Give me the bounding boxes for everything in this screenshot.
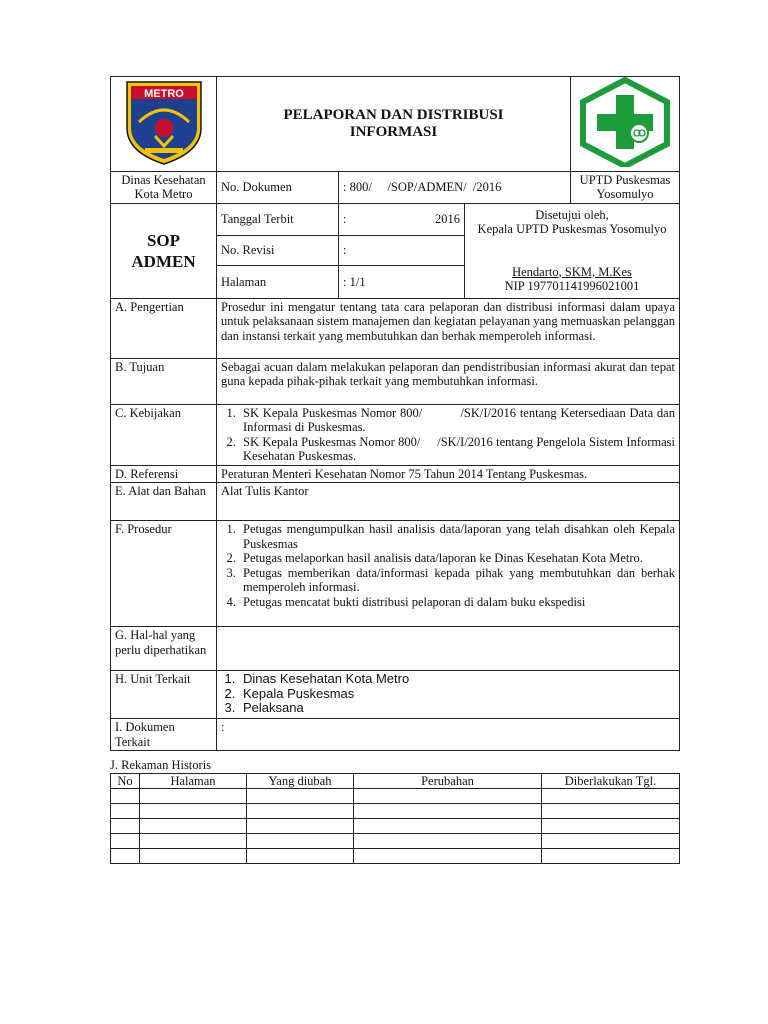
- kebijakan-item: 2. SK Kepala Puskesmas Nomor 800/ /SK/I/2016 tentang Pengelola Sistem Informasi Kesehatan Puskesmas.: [239, 435, 675, 464]
- history-col-halaman: Halaman: [140, 774, 247, 789]
- table-cell: [542, 849, 680, 864]
- table-cell: [354, 804, 542, 819]
- prosedur-label: F. Prosedur: [111, 521, 217, 627]
- approved-line1: Disetujui oleh,: [535, 207, 609, 222]
- history-table: [110, 773, 680, 864]
- table-cell: [140, 804, 247, 819]
- tanggal-year: 2016: [435, 211, 460, 226]
- table-cell: [542, 834, 680, 849]
- unit-item: 2. Kepala Puskesmas: [239, 687, 675, 702]
- approved-line2: Kepala UPTD Puskesmas Yosomulyo: [477, 222, 667, 236]
- unit-list: [221, 672, 675, 716]
- table-cell: [542, 819, 680, 834]
- table-cell: [111, 804, 140, 819]
- history-col-diubah: Yang diubah: [247, 774, 354, 789]
- tujuan-text: Sebagai acuan dalam melakukan pelaporan dan pendistribusian informasi akurat dan tepat guna kepada pihak-pihak terkait yang membutuhkan informasi.: [217, 358, 680, 404]
- history-header-row: [111, 774, 680, 789]
- table-row: [111, 804, 680, 819]
- table-cell: [354, 849, 542, 864]
- unit-item: 1. Dinas Kesehatan Kota Metro: [239, 672, 675, 687]
- alat-label: E. Alat dan Bahan: [111, 483, 217, 521]
- document-title: PELAPORAN DAN DISTRIBUSI INFORMASI: [217, 77, 571, 172]
- table-cell: [354, 789, 542, 804]
- unit-label: H. Unit Terkait: [111, 671, 217, 719]
- prosedur-item: 1. Petugas mengumpulkan hasil analisis data/laporan yang telah disahkan oleh Kepala Puskesmas: [239, 522, 675, 551]
- no-dokumen-value: : 800/ /SOP/ADMEN/ /2016: [339, 171, 571, 203]
- sop-label: [111, 203, 217, 298]
- table-cell: [247, 804, 354, 819]
- table-row: [111, 819, 680, 834]
- table-cell: [111, 789, 140, 804]
- referensi-text: Peraturan Menteri Kesehatan Nomor 75 Tahun 2014 Tentang Puskesmas.: [217, 465, 680, 483]
- prosedur-list-cell: [217, 521, 680, 627]
- hal-label-text: G. Hal-hal yang perlu diperhatikan: [115, 628, 207, 657]
- kebijakan-label: C. Kebijakan: [111, 404, 217, 465]
- table-cell: [247, 789, 354, 804]
- history-label: J. Rekaman Historis: [110, 758, 212, 772]
- table-cell: [140, 819, 247, 834]
- prosedur-list: [221, 522, 675, 609]
- unit-list-cell: [217, 671, 680, 719]
- unit-item: 3. Pelaksana: [239, 701, 675, 716]
- org-left: Dinas Kesehatan Kota Metro: [111, 171, 217, 203]
- hal-text: [217, 627, 680, 671]
- org-right: UPTD Puskesmas Yosomulyo: [571, 171, 680, 203]
- puskesmas-cross-logo: [577, 77, 673, 167]
- sop-label-text: SOP ADMEN: [131, 230, 196, 271]
- table-cell: [354, 834, 542, 849]
- hal-label: [111, 627, 217, 671]
- table-cell: [542, 789, 680, 804]
- kebijakan-list-cell: [217, 404, 680, 465]
- table-row: [111, 834, 680, 849]
- table-cell: [247, 849, 354, 864]
- logo-puskesmas-cell: [571, 77, 680, 172]
- signer-name: Hendarto, SKM, M.Kes: [512, 264, 632, 279]
- table-cell: [111, 819, 140, 834]
- referensi-label: D. Referensi: [111, 465, 217, 483]
- no-dokumen-label: No. Dokumen: [217, 171, 339, 203]
- dokumen-value: :: [217, 719, 680, 751]
- prosedur-item: 2. Petugas melaporkan hasil analisis data/laporan ke Dinas Kesehatan Kota Metro.: [239, 551, 675, 566]
- prosedur-item: 3. Petugas memberikan data/informasi kepada pihak yang membutuhkan dan berhak memperoleh informasi.: [239, 566, 675, 595]
- signer-nip: NIP 197701141996021001: [504, 279, 640, 293]
- table-cell: [140, 789, 247, 804]
- table-cell: [111, 849, 140, 864]
- history-col-tgl: Diberlakukan Tgl.: [542, 774, 680, 789]
- metro-shield-logo: [119, 78, 209, 166]
- prosedur-item: 4. Petugas mencatat bukti distribusi pelaporan di dalam buku ekspedisi: [239, 595, 675, 610]
- tanggal-colon: :: [343, 211, 347, 226]
- table-cell: [247, 834, 354, 849]
- kebijakan-list: [221, 405, 679, 464]
- table-cell: [111, 834, 140, 849]
- kebijakan-item: 1. SK Kepala Puskesmas Nomor 800/ /SK/I/2016 tentang Ketersediaan Data dan Informasi di Puskesmas.: [239, 406, 675, 435]
- table-cell: [140, 834, 247, 849]
- sop-header-table: [110, 76, 680, 751]
- halaman-label: Halaman: [217, 266, 339, 298]
- logo-metro-cell: [111, 77, 217, 172]
- halaman-value: : 1/1: [339, 266, 465, 298]
- tanggal-label: Tanggal Terbit: [217, 203, 339, 235]
- revisi-label: No. Revisi: [217, 235, 339, 265]
- table-cell: [247, 819, 354, 834]
- pengertian-text: Prosedur ini mengatur tentang tata cara pelaporan dan distribusi informasi dalam upaya untuk pelaksanaan sistem manajemen dan kegiatan pelayanan yang memuaskan pelanggan dan instansi terkait yang membutuhkan dan berhak memperoleh informasi.: [217, 298, 680, 358]
- dokumen-label: I. Dokumen Terkait: [111, 719, 217, 751]
- table-row: [111, 849, 680, 864]
- table-cell: [542, 804, 680, 819]
- table-cell: [140, 849, 247, 864]
- pengertian-label: A. Pengertian: [111, 298, 217, 358]
- history-col-no: No: [111, 774, 140, 789]
- tanggal-value: [339, 203, 465, 235]
- table-row: [111, 789, 680, 804]
- approval-block: [465, 203, 680, 298]
- table-cell: [354, 819, 542, 834]
- history-col-perubahan: Perubahan: [354, 774, 542, 789]
- tujuan-label: B. Tujuan: [111, 358, 217, 404]
- alat-text: Alat Tulis Kantor: [217, 483, 680, 521]
- revisi-value: :: [339, 235, 465, 265]
- logo-text: METRO: [143, 88, 184, 100]
